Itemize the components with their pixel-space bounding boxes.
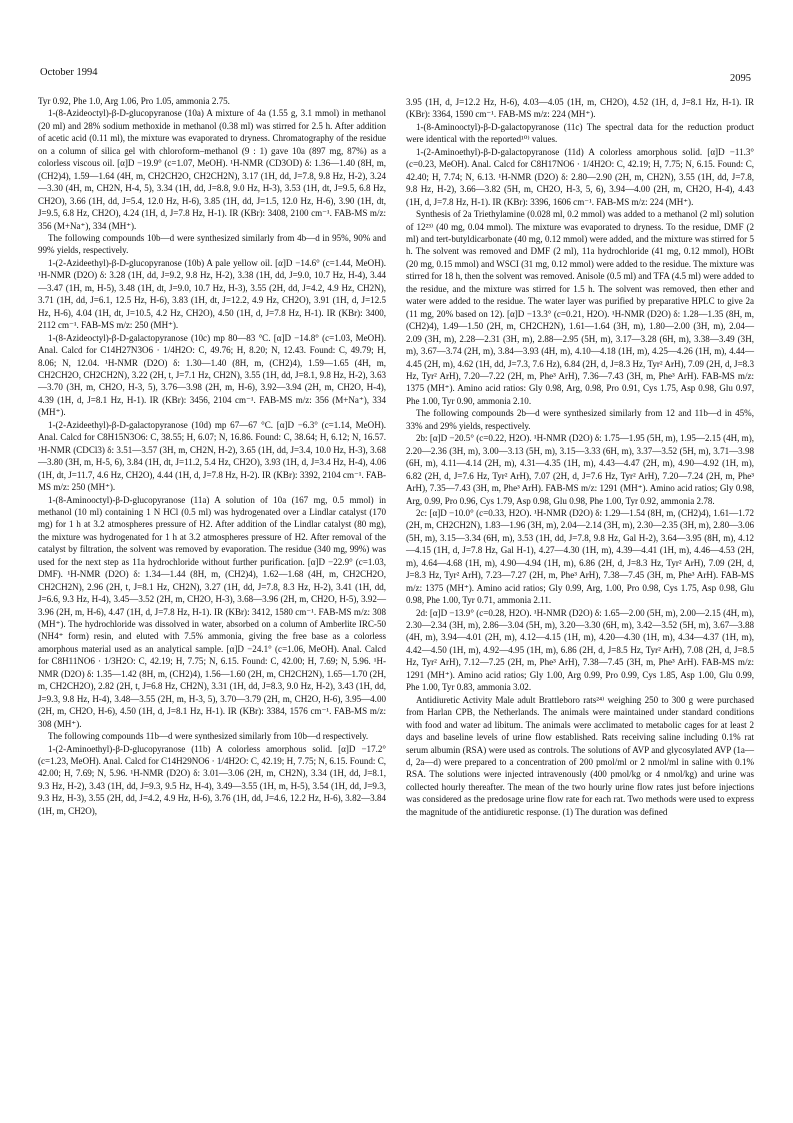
paragraph-2d: 2d: [α]D −13.9° (c=0.28, H2O). ¹H-NMR (D2O) δ: 1.65—2.00 (5H, m), 2.00—2.15 (4H, m), 2.30—2.34 (3H, m), 2.86—3.04 (5H, m), 3.20—3.30 (6H, m), 3.42—3.52 (5H, m), 3.67—3.88 (4H, m), 3.94—4.01 (2H, m), 4.12—4.15 (1H, m), 4.20—4.30 (1H, m), 4.34—4.37 (1H, m), 4.42—4.50 (1H, m), 4.92—4.95 (1H, m), 6.86 (2H, d, J=8.5 Hz, Tyr² ArH), 7.08 (2H, d, J=8.5 Hz, Tyr² ArH), 7.12—7.25 (2H, m, Phe³ ArH), 7.38—7.45 (3H, m, Phe³ ArH). FAB-MS m/z: 1291 (MH⁺). Amino acid ratios; Gly 1.00, Arg 0.99, Pro 0.99, Cys 1.85, Asp 1.00, Glu 0.99, Phe 1.00, Tyr 0.83, ammonia 3.02. bbox=[406, 607, 754, 693]
paragraph: The following compounds 11b—d were synthesized similarly from 10b—d respectively. bbox=[48, 731, 369, 742]
paragraph-11c: 1-(8-Aminooctyl)-β-D-galactopyranose (11c) The spectral data for the reduction product were identical with the reported¹⁰⁾ values. bbox=[406, 121, 754, 145]
paragraph-synthesis-2a: Synthesis of 2a Triethylamine (0.028 ml, 0.2 mmol) was added to a methanol (2 ml) solution of 12²³⁾ (40 mg, 0.04 mmol). The mixture was evaporated to dryness. To the residue, DMF (2 ml) and tert-butyldicarbonate (40 mg, 0.12 mmol) were added, and the mixture was stirred for 5 h. The solvent was removed and DMF (2 ml), 11a hydrochloride (41 mg, 0.12 mmol), HOBt (20 mg, 0.15 mmol) and WSCI (31 mg, 0.12 mmol) were added to the residue. The mixture was stirred for 18 h, then the solvent was removed. Anisole (0.5 ml) and TFA (4.5 ml) were added to the residue, and the mixture was stirred for 1.5 h. The solvent was removed, then ether and water were added to the residue. The water layer was purified by preparative HPLC to give 2a (11 mg, 20% based on 12). [α]D −13.3° (c=0.21, H2O). ¹H-NMR (D2O) δ: 1.28—1.35 (8H, m, (CH2)4), 1.49—1.50 (2H, m, CH2CH2N), 1.61—1.64 (3H, m), 1.80—2.00 (3H, m), 2.04—2.09 (3H, m), 2.28—2.31 (3H, m), 2.88—2.95 (5H, m), 3.17—3.28 (6H, m), 3.38—3.49 (3H, m), 3.67—3.74 (2H, m), 3.84—3.93 (4H, m), 4.10—4.18 (1H, m), 4.25—4.26 (1H, m), 4.44—4.45 (2H, m), 4.62 (1H, dd, J=7.3, 7.6 Hz), 6.84 (2H, d, J=8.3 Hz, Tyr² ArH), 7.09 (2H, d, J=8.3 Hz, Tyr² ArH), 7.20—7.22 (2H, m, Phe³ ArH), 7.36—7.43 (3H, m, Phe³ ArH). FAB-MS m/z: 1375 (MH⁺). Amino acid ratios: Gly 0.98, Arg, 0.98, Pro 0.91, Cys 1.75, Asp 0.98, Glu 0.97, Phe 1.00, Tyr 0.90, ammonia 2.10. bbox=[406, 209, 754, 406]
paragraph-11d: 1-(2-Aminoethyl)-β-D-galactopyranose (11d) A colorless amorphous solid. [α]D −11.3° (c=0.23, MeOH). Anal. Calcd for C8H17NO6 · 1/4H2O: C, 42.19; H, 7.75; N, 6.15. Found: C, 42.40; H, 7.74; N, 6.13. ¹H-NMR (D2O) δ: 2.80—2.90 (2H, m, CH2N), 3.55 (1H, dd, J=7.8, 9.8 Hz, H-2), 3.66—3.82 (5H, m, CH2O, H-3, 5, 6), 3.94—4.00 (2H, m, CH2O, H-4), 4.43 (1H, d, J=7.8 Hz, H-1). IR (KBr): 3396, 1606 cm⁻¹. FAB-MS m/z: 224 (MH⁺). bbox=[406, 146, 754, 207]
paragraph-10a: 1-(8-Azideoctyl)-β-D-glucopyranose (10a) A mixture of 4a (1.55 g, 3.1 mmol) in methanol (20 ml) and 28% sodium methoxide in methanol (0.38 ml) was stirred for 2.5 h. After addition of acetic acid (0.11 ml), the mixture was evaporated to dryness. Chromatography of the residue on a column of silica gel with chloroform–methanol (9 : 1) gave 10a (897 mg, 87%) as a colorless viscous oil. [α]D −19.9° (c=1.07, MeOH). ¹H-NMR (CD3OD) δ: 1.36—1.40 (8H, m, (CH2)4), 1.59—1.64 (4H, m, CH2CH2O, CH2CH2N), 3.17 (1H, dd, J=7.8, 9.8 Hz, H-2), 3.24—3.30 (4H, m, CH2N, H-4, 5), 3.34 (1H, dd, J=8.8, 9.0 Hz, H-3), 3.53 (1H, dt, J=9.5, 6.8 Hz, CH2O), 3.66 (1H, dd, J=5.4, 12.0 Hz, H-6), 3.85 (1H, dd, J=1.5, 12.0 Hz, H-6), 3.90 (1H, dt, J=9.5, 6.8 Hz, CH2O), 4.24 (1H, d, J=7.8 Hz, H-1). IR (KBr): 3408, 2100 cm⁻¹. FAB-MS m/z: 356 (M+Na⁺), 334 (MH⁺). bbox=[38, 108, 386, 231]
paragraph: The following compounds 2b—d were synthesized similarly from 12 and 11b—d in 45%, 33% and 29% yields, respectively. bbox=[406, 408, 754, 431]
left-column bbox=[38, 95, 386, 817]
paragraph-2b: 2b: [α]D −20.5° (c=0.22, H2O). ¹H-NMR (D2O) δ: 1.75—1.95 (5H, m), 1.95—2.15 (4H, m), 2.20—2.36 (3H, m), 3.00—3.13 (5H, m), 3.15—3.33 (6H, m), 3.37—3.52 (5H, m), 3.71—3.98 (6H, m), 4.11—4.14 (2H, m), 4.31—4.35 (1H, m), 4.43—4.47 (2H, m), 4.90—4.92 (1H, m), 6.82 (2H, d, J=7.6 Hz, Tyr² ArH), 7.07 (2H, d, J=7.6 Hz, Tyr² ArH), 7.20—7.24 (2H, m, Phe³ ArH), 7.35—7.43 (3H, m, Phe³ ArH). FAB-MS m/z: 1291 (MH⁺). Amino acid ratios; Gly 0.98, Arg, 0.99, Pro 0.96, Cys 1.79, Asp 0.98, Glu 0.98, Phe 1.00, Tyr 0.92, ammonia 2.78. bbox=[406, 433, 754, 506]
paragraph-11a: 1-(8-Aminooctyl)-β-D-glucopyranose (11a) A solution of 10a (167 mg, 0.5 mmol) in methanol (10 ml) containing 1 N HCl (0.5 ml) was hydrogenated over a Lindlar catalyst (170 mg) for 1 h at 3.2 atmospheres pressure of H2. After addition of the Lindlar catalyst (80 mg), the mixture was hydrogenated for 1 h at 3.2 atmospheres pressure of H2. After removal of the catalyst by filtration, the solvent was removed by evaporation. The residue (340 mg, 99%) was used for the next step as 11a hydrochloride without further purification. [α]D −22.9° (c=1.03, DMF). ¹H-NMR (D2O) δ: 1.34—1.44 (8H, m, (CH2)4), 1.62—1.68 (4H, m, CH2CH2O, CH2CH2N), 2.96 (2H, t, J=8.1 Hz, CH2N), 3.27 (1H, dd, J=7.8, 8.3 Hz, H-2), 3.41 (1H, dd, J=6.6, 9.3 Hz, H-4), 3.45—3.52 (2H, m, CH2O, H-3), 3.68—3.96 (2H, m, CH2O, H-5), 3.92—3.96 (2H, m, H-6), 4.47 (1H, d, J=7.8 Hz, H-1). IR (KBr): 3412, 1580 cm⁻¹. FAB-MS m/z: 308 (MH⁺). The hydrochloride was dissolved in water, absorbed on a column of Amberlite IRC-50 (NH4⁺ form) resin, and eluted with 7.5% ammonia, giving the free base as a colorless amorphous material used as an analytical sample. [α]D −24.1° (c=1.06, MeOH). Anal. Calcd for C8H11NO6 · 1/3H2O: C, 42.19; H, 7.75; N, 6.15. Found: C, 42.00; H, 7.69; N, 5.96. ¹H-NMR (D2O) δ: 1.35—1.42 (8H, m, (CH2)4), 1.56—1.60 (2H, m, CH2CH2N), 1.65—1.70 (2H, m, CH2CH2O), 2.82 (2H, t, J=6.8 Hz, CH2N), 3.31 (1H, dd, J=8.3, 9.0 Hz, H-2), 3.43 (1H, dd, J=9.3, 9.8 Hz, H-4), 3.48—3.55 (2H, m, H-3, 5), 3.70—3.79 (2H, m, CH2O, H-6), 3.95—4.00 (2H, m, CH2O, H-6), 4.50 (1H, d, J=8.1 Hz, H-1). IR (KBr): 3384, 1576 cm⁻¹. FAB-MS m/z: 308 (MH⁺). bbox=[38, 494, 386, 729]
page-number: 2095 bbox=[730, 73, 751, 84]
paragraph: Tyr 0.92, Phe 1.0, Arg 1.06, Pro 1.05, ammonia 2.75. bbox=[38, 96, 230, 106]
paragraph-11b: 1-(2-Aminoethyl)-β-D-glucopyranose (11b) A colorless amorphous solid. [α]D −17.2° (c=1.23, MeOH). Anal. Calcd for C14H29NO6 · 1/4H2O: C, 42.19; H, 7.75; N, 6.15. Found: C, 42.00; H, 7.69; N, 5.96. ¹H-NMR (D2O) δ: 3.01—3.06 (2H, m, CH2N), 3.34 (1H, dd, J=8.1, 9.3 Hz, H-2), 3.43 (1H, dd, J=9.3, 9.5 Hz, H-4), 3.49—3.55 (1H, m, H-5), 3.54 (1H, dd, J=9.3, 9.3 Hz, H-3), 3.55 (2H, dd, J=4.2, 4.9 Hz, H-6), 3.76 (1H, dd, J=4.6, 12.2 Hz, H-6), 3.82—3.84 (1H, m, CH2O), bbox=[38, 743, 386, 816]
paragraph: The following compounds 10b—d were synthesized similarly from 4b—d in 95%, 90% and 99% yields, respectively. bbox=[38, 232, 386, 256]
paragraph: 3.95 (1H, d, J=12.2 Hz, H-6), 4.03—4.05 (1H, m, CH2O), 4.52 (1H, d, J=8.1 Hz, H-1). IR (KBr): 3364, 1590 cm⁻¹. FAB-MS m/z: 224 (MH⁺). bbox=[406, 97, 754, 120]
paragraph-10d: 1-(2-Azideethyl)-β-D-galactopyranose (10d) mp 67—67 °C. [α]D −6.3° (c=1.14, MeOH). Anal. Calcd for C8H15N3O6: C, 38.55; H, 6.07; N, 16.86. Found: C, 38.64; H, 6.12; N, 16.57. ¹H-NMR (CDCl3) δ: 3.51—3.57 (3H, m, CH2N, H-2), 3.65 (1H, dd, J=3.4, 10.0 Hz, H-3), 3.68—3.80 (3H, m, H-5, 6), 3.84 (1H, dt, J=11.2, 5.4 Hz, CH2O), 3.93 (1H, d, J=3.4 Hz, H-4), 4.06 (1H, dt, J=11.7, 4.6 Hz, CH2O), 4.44 (1H, d, J=7.8 Hz, H-2). IR (KBr): 3392, 2104 cm⁻¹. FAB-MS m/z: 250 (MH⁺). bbox=[38, 419, 386, 493]
paragraph-10b: 1-(2-Azideethyl)-β-D-glucopyranose (10b) A pale yellow oil. [α]D −14.6° (c=1.44, MeOH). ¹H-NMR (D2O) δ: 3.28 (1H, dd, J=9.2, 9.8 Hz, H-2), 3.38 (1H, dd, J=9.0, 10.7 Hz, H-4), 3.44—3.47 (1H, m, H-5), 3.48 (1H, dt, J=9.0, 10.7 Hz, H-3), 3.55 (2H, dd, J=4.2, 4.9 Hz, CH2N), 3.71 (1H, dd, J=6.1, 12.5 Hz, H-6), 3.83 (1H, dt, J=12.2, 4.9 Hz, CH2O), 3.91 (1H, d, J=12.5 Hz, H-6), 4.04 (1H, dt, J=10.5, 4.2 Hz, CH2O), 4.50 (1H, d, J=7.8 Hz, H-1). IR (KBr): 3400, 2112 cm⁻¹. FAB-MS m/z: 250 (MH⁺). bbox=[38, 257, 386, 331]
paragraph-antidiuretic-activity: Antidiuretic Activity Male adult Brattleboro rats²⁴⁾ weighing 250 to 300 g were purchased from Harlan CPB, the Netherlands. The animals were maintained under standard conditions with food and water ad libitum. The animals were acclimated to metabolic cages for at least 2 days and baseline levels of urine flow established. Rats receiving saline including 0.1% rat serum albumin (RSA) were used as controls. The solutions of AVP and glycosylated AVP (1a—d, 2a—d) were prepared to a concentration of 200 pmol/ml or 2 nmol/ml in saline with 0.1% RSA. The solutions were injected intravenously (400 pmol/kg or 4 nmol/kg) and urine was collected hourly thereafter. The mean of the two hourly urine flow rates just before injections was considered as the predosage urine flow rate for each rat. Two methods were used to express the magnitude of the antidiuretic response. (1) The duration was defined bbox=[406, 694, 754, 817]
running-header-date: October 1994 bbox=[40, 67, 98, 78]
paragraph-2c: 2c: [α]D −10.0° (c=0.33, H2O). ¹H-NMR (D2O) δ: 1.29—1.54 (8H, m, (CH2)4), 1.61—1.72 (2H, m, CH2CH2N), 1.83—1.96 (3H, m), 2.04—2.14 (3H, m), 2.30—2.35 (3H, m), 2.80—3.06 (5H, m), 3.15—3.34 (6H, m), 3.53 (1H, dd, J=7.8, 9.8 Hz, Gal H-2), 3.64—3.95 (8H, m), 4.12—4.15 (1H, d, J=7.8 Hz, Gal H-1), 4.27—4.30 (1H, m), 4.39—4.41 (1H, m), 4.46—4.53 (2H, m), 4.64—4.68 (1H, m), 4.90—4.94 (1H, m), 6.86 (2H, d, J=8.3 Hz, Tyr² ArH), 7.09 (2H, d, J=8.3 Hz, Tyr² ArH), 7.23—7.27 (2H, m, Phe³ ArH), 7.38—7.45 (3H, m, Phe³ ArH). FAB-MS m/z: 1375 (MH⁺). Amino acid ratios; Gly 0.99, Arg, 1.00, Pro 0.98, Cys 1.75, Asp 0.98, Glu 0.98, Phe 1.00, Tyr 0.71, ammonia 2.11. bbox=[406, 507, 754, 606]
paragraph-10c: 1-(8-Azideoctyl)-β-D-galactopyranose (10c) mp 80—83 °C. [α]D −14.8° (c=1.03, MeOH). Anal. Calcd for C14H27N3O6 · 1/4H2O: C, 49.76; H, 8.20; N, 12.43. Found: C, 49.79; H, 8.06; N, 12.04. ¹H-NMR (D2O) δ: 1.30—1.40 (8H, m, (CH2)4), 1.59—1.65 (4H, m, CH2CH2O, CH2CH2N), 3.22 (2H, t, J=7.1 Hz, CH2N), 3.55 (1H, dd, J=8.1, 9.8 Hz, H-2), 3.63—3.70 (3H, m, CH2O, H-3, 5), 3.76—3.98 (2H, m, H-6), 3.92—3.94 (2H, m, CH2O, H-4), 4.39 (1H, d, J=8.1 Hz, H-1). IR (KBr): 3456, 2104 cm⁻¹. FAB-MS m/z: 356 (M+Na⁺), 334 (MH⁺). bbox=[38, 332, 386, 418]
right-column bbox=[406, 96, 754, 818]
